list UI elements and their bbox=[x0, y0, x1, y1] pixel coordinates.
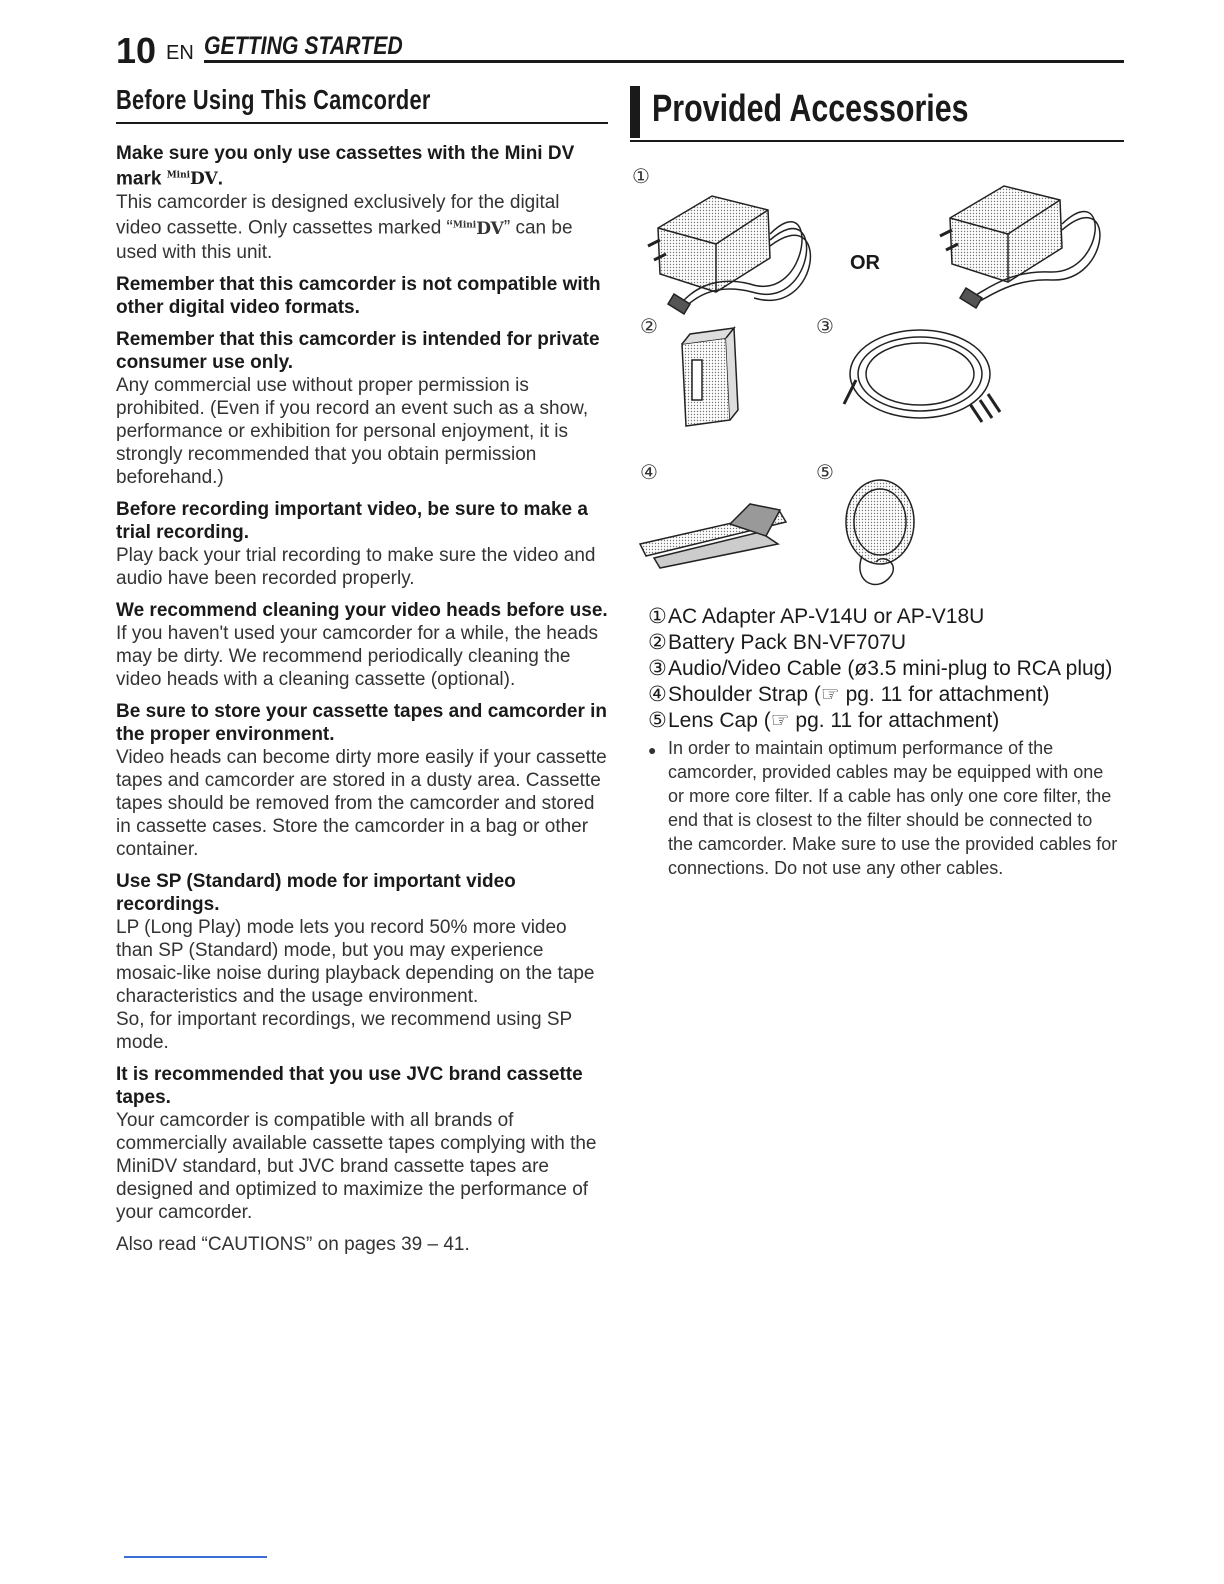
caution-block bbox=[116, 498, 608, 590]
item-text: AC Adapter AP-V14U or AP-V18U bbox=[668, 605, 985, 628]
caution-text: So, for important recordings, we recommend using SP mode. bbox=[116, 1008, 572, 1053]
note-text: In order to maintain optimum performance of the camcorder, provided cables may be equipped with one or more core filter. If a cable has only one core filter, the end that is closest to the filter should be connected to the camcorder. Make sure to use the provided cables for connections. Do not use any other cables. bbox=[668, 738, 1118, 878]
item-number: ② bbox=[648, 631, 667, 654]
caution-title: It is recommended that you use JVC brand cassette tapes. bbox=[116, 1063, 583, 1108]
mini-dv-text: This camcorder is designed exclusively for the digital video cassette. Only cassettes marked bbox=[116, 192, 560, 239]
item-number: ④ bbox=[648, 683, 667, 706]
item-text: Shoulder Strap (☞ pg. 11 for attachment) bbox=[668, 683, 1050, 706]
lens-cap-image bbox=[846, 480, 914, 584]
header-rule bbox=[204, 60, 1124, 63]
language-code: EN bbox=[166, 42, 194, 64]
caution-block bbox=[116, 599, 608, 691]
accessories-heading: Provided Accessories bbox=[652, 88, 969, 130]
core-filter-note bbox=[648, 736, 1118, 880]
caution-text: Video heads can become dirty more easily if your cassette tapes and camcorder are stored in a dusty area. Cassette tapes should be removed from the camcorder and stored in cassette cases. Store the camcorder in a bag or other container. bbox=[116, 746, 607, 860]
also-read-note: Also read “CAUTIONS” on pages 39 – 41. bbox=[116, 1233, 470, 1255]
ac-adapter-image-2 bbox=[940, 186, 1100, 308]
heading-rule bbox=[630, 140, 1124, 142]
caution-block bbox=[116, 870, 608, 1054]
item-number: ① bbox=[648, 605, 667, 628]
caution-text: Play back your trial recording to make sure the video and audio have been recorded properly. bbox=[116, 544, 596, 589]
list-item bbox=[648, 630, 1118, 656]
accessories-list bbox=[648, 604, 1118, 880]
ac-adapter-image-1 bbox=[648, 196, 810, 314]
mini-dv-title: Make sure you only use cassettes with the Mini DV mark bbox=[116, 142, 575, 190]
caution-text: LP (Long Play) mode lets you record 50% more video than SP (Standard) mode, but you may experience mosaic-like noise during playback depending on the tape characteristics and the usage environment. bbox=[116, 916, 595, 1007]
caution-title: Remember that this camcorder is not compatible with other digital video formats. bbox=[116, 273, 601, 318]
heading-rule bbox=[116, 122, 608, 124]
caution-title: We recommend cleaning your video heads before use. bbox=[116, 599, 608, 621]
list-item bbox=[648, 708, 1118, 734]
caution-block bbox=[116, 1063, 608, 1224]
section-title: GETTING STARTED bbox=[204, 32, 403, 60]
mini-dv-block: Make sure you only use cassettes with the Mini DV mark $^{Mini}$DV. This camcorder is designed exclusively for the digital video cassette. Only cassettes marked “$^{Mini}$DV” can be used with this unit. bbox=[116, 142, 575, 263]
mini-dv-logo-inline: $^{Mini}$DV bbox=[452, 218, 504, 239]
marker-2: ② bbox=[640, 316, 658, 338]
caution-block bbox=[116, 328, 608, 489]
shoulder-strap-image bbox=[640, 504, 786, 568]
page-number: 10 bbox=[116, 30, 157, 71]
marker-5: ⑤ bbox=[816, 462, 834, 484]
accessories-drawing bbox=[630, 164, 1124, 604]
item-text: Lens Cap (☞ pg. 11 for attachment) bbox=[668, 709, 1000, 732]
item-number: ⑤ bbox=[648, 709, 667, 732]
right-column bbox=[630, 84, 1124, 142]
before-using-heading: Before Using This Camcorder bbox=[116, 84, 431, 115]
caution-block bbox=[116, 273, 608, 319]
caution-title: Remember that this camcorder is intended for private consumer use only. bbox=[116, 328, 600, 373]
caution-block bbox=[116, 700, 608, 861]
bottom-rule bbox=[124, 1556, 267, 1558]
mini-dv-text-end: can be used with this unit. bbox=[116, 217, 573, 263]
marker-1: ① bbox=[632, 166, 650, 188]
heading-bar bbox=[630, 86, 640, 138]
item-text: Battery Pack BN-VF707U bbox=[668, 631, 907, 654]
item-text: Audio/Video Cable (ø3.5 mini-plug to RCA plug) bbox=[668, 657, 1113, 680]
mini-dv-logo: $^{Mini}$DV bbox=[166, 169, 218, 190]
accessories-illustration bbox=[630, 164, 1124, 604]
caution-title: Be sure to store your cassette tapes and camcorder in the proper environment. bbox=[116, 700, 608, 745]
list-item bbox=[648, 656, 1118, 682]
caution-title: Use SP (Standard) mode for important video recordings. bbox=[116, 870, 516, 915]
av-cable-image bbox=[844, 330, 1000, 422]
caution-text: If you haven't used your camcorder for a while, the heads may be dirty. We recommend periodically cleaning the video heads with a cleaning cassette (optional). bbox=[116, 622, 599, 690]
marker-3: ③ bbox=[816, 316, 834, 338]
item-number: ③ bbox=[648, 657, 667, 680]
page-header bbox=[116, 28, 1124, 71]
list-item bbox=[648, 604, 1118, 630]
or-label: OR bbox=[850, 252, 880, 274]
caution-title: Before recording important video, be sure to make a trial recording. bbox=[116, 498, 588, 543]
marker-4: ④ bbox=[640, 462, 658, 484]
left-column bbox=[116, 84, 608, 1256]
bullet-icon: ● bbox=[648, 742, 657, 758]
list-item bbox=[648, 682, 1118, 708]
caution-text: Any commercial use without proper permission is prohibited. (Even if you record an event such as a show, performance or exhibition for personal enjoyment, it is strongly recommended that you obtain permission beforehand.) bbox=[116, 374, 589, 488]
battery-pack-image bbox=[682, 328, 738, 426]
caution-text: Your camcorder is compatible with all brands of commercially available cassette tapes complying with the MiniDV standard, but JVC brand cassette tapes are designed and optimized to maximize the performance of your camcorder. bbox=[116, 1109, 597, 1223]
